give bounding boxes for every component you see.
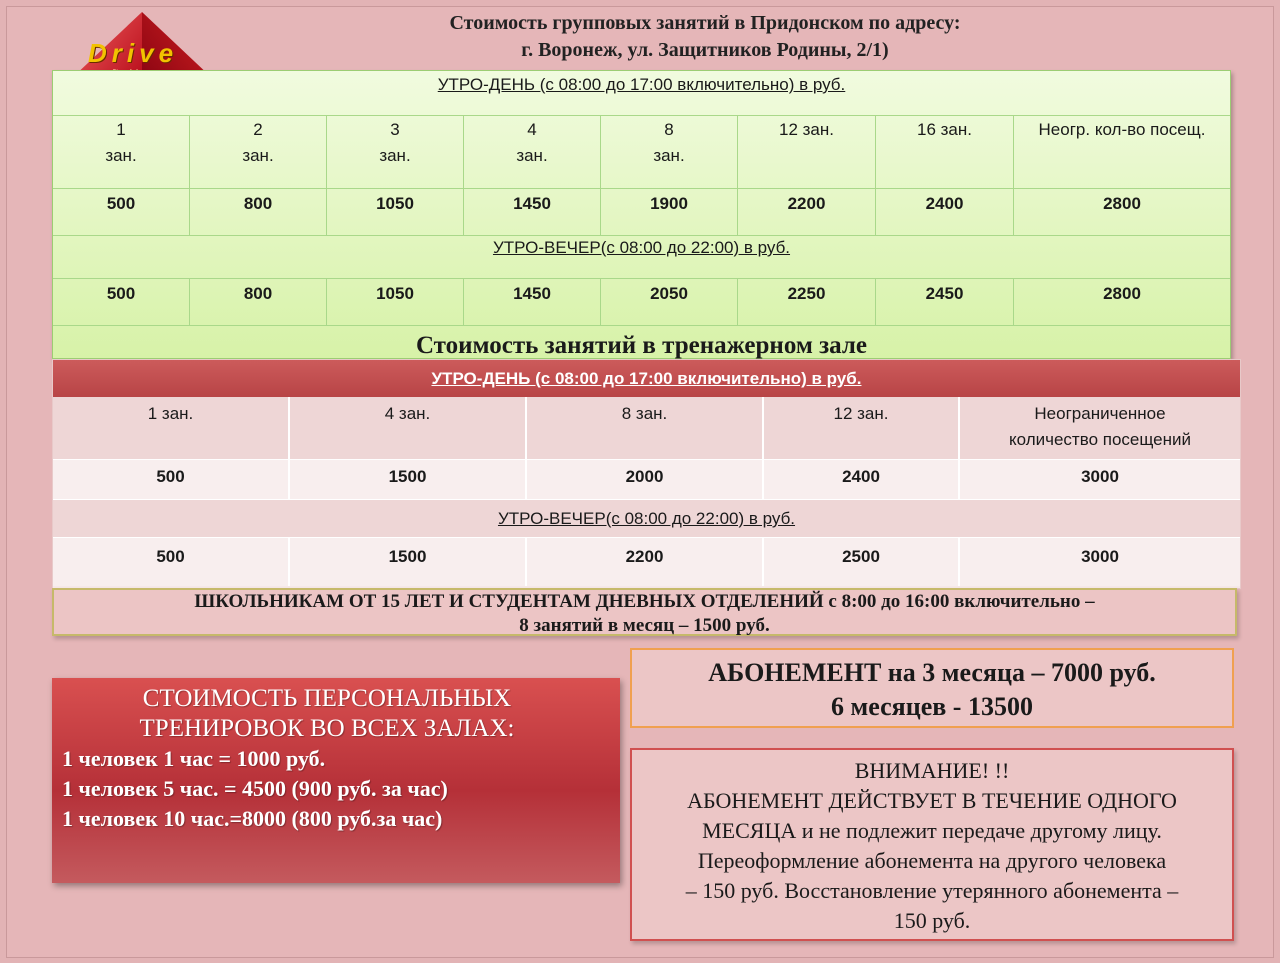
personal-price-line: 1 человек 10 час.=8000 (800 руб.за час) xyxy=(62,806,443,831)
column-unit: зан. xyxy=(379,146,411,165)
column-label: 8 xyxy=(664,120,674,139)
gym-header-row xyxy=(53,397,1240,460)
group-day-prices-row xyxy=(53,189,1230,236)
personal-title-1: СТОИМОСТЬ ПЕРСОНАЛЬНЫХ xyxy=(142,685,512,712)
gym-price-cell: 2500 xyxy=(764,538,960,586)
group-price-cell: 2200 xyxy=(738,189,876,235)
gym-price-cell: 1500 xyxy=(290,538,527,586)
logo-text: Drive xyxy=(88,38,179,68)
gym-price-cell: 2400 xyxy=(764,460,960,499)
group-column-header xyxy=(738,116,876,188)
group-column-header xyxy=(53,116,190,188)
group-header-row xyxy=(53,116,1230,189)
gym-title: Стоимость занятий в тренажерном зале xyxy=(415,332,868,359)
group-price-cell: 2800 xyxy=(1103,284,1141,303)
column-unit: зан. xyxy=(653,146,685,165)
gym-price-cell: 500 xyxy=(53,460,290,499)
group-column-header xyxy=(190,116,327,188)
group-price-cell: 2050 xyxy=(601,279,738,325)
gym-section-evening: УТРО-ВЕЧЕР(с 08:00 до 22:00) в руб. xyxy=(53,500,1240,538)
column-label: 3 xyxy=(390,120,400,139)
subscription-offer xyxy=(630,648,1234,728)
group-evening-prices-row xyxy=(53,279,1230,326)
gym-price-cell: 2200 xyxy=(527,538,764,586)
attention-line: – 150 руб. Восстановление утерянного абонемента – xyxy=(685,878,1179,903)
column-label: 2 xyxy=(253,120,263,139)
column-label: 4 зан. xyxy=(384,404,431,423)
gym-price-cell: 500 xyxy=(53,538,290,586)
group-price-cell: 1050 xyxy=(327,189,464,235)
students-offer xyxy=(52,588,1237,636)
group-column-header xyxy=(601,116,738,188)
gym-section-day: УТРО-ДЕНЬ (с 08:00 до 17:00 включительно) в руб. xyxy=(53,360,1240,397)
column-unit: зан. xyxy=(105,146,137,165)
column-label: Неогр. кол-во посещ. xyxy=(1038,120,1206,139)
attention-notice xyxy=(630,748,1234,941)
gym-price-cell: 1500 xyxy=(290,460,527,499)
group-price-cell: 800 xyxy=(190,189,327,235)
students-line-1: ШКОЛЬНИКАМ ОТ 15 ЛЕТ И СТУДЕНТАМ ДНЕВНЫХ ОТДЕЛЕНИЙ с 8:00 до 16:00 включительно – xyxy=(194,591,1095,612)
column-label: 12 зан. xyxy=(833,404,889,423)
column-unit: зан. xyxy=(242,146,274,165)
attention-line: Переоформление абонемента на другого человека xyxy=(697,848,1167,873)
group-column-header xyxy=(876,116,1014,188)
group-price-cell: 2450 xyxy=(876,279,1014,325)
gym-column-header xyxy=(53,397,290,459)
group-price-cell: 1450 xyxy=(464,279,601,325)
gym-column-header xyxy=(960,397,1240,459)
group-price-cell: 1900 xyxy=(601,189,738,235)
column-label: 1 xyxy=(116,120,126,139)
subscription-line-2: 6 месяцев - 13500 xyxy=(831,692,1033,721)
gym-price-cell: 2000 xyxy=(527,460,764,499)
gym-column-header xyxy=(764,397,960,459)
gym-column-header xyxy=(527,397,764,459)
personal-training-box xyxy=(52,678,620,883)
students-line-2: 8 занятий в месяц – 1500 руб. xyxy=(519,615,770,636)
personal-price-line: 1 человек 5 час. = 4500 (900 руб. за час) xyxy=(62,776,448,801)
group-section-day: УТРО-ДЕНЬ (с 08:00 до 17:00 включительно) в руб. xyxy=(53,71,1230,116)
personal-price-line: 1 человек 1 час = 1000 руб. xyxy=(62,746,326,771)
column-label: 16 зан. xyxy=(917,120,972,139)
gym-evening-prices-row xyxy=(53,538,1240,586)
group-price-cell: 1450 xyxy=(464,189,601,235)
group-price-cell: 800 xyxy=(190,279,327,325)
column-unit: зан. xyxy=(516,146,548,165)
column-label: 1 зан. xyxy=(147,404,194,423)
page-title xyxy=(300,10,1110,64)
group-column-header xyxy=(464,116,601,188)
group-price-table xyxy=(52,70,1231,359)
title-line-1: Стоимость групповых занятий в Придонском по адресу: xyxy=(449,12,961,34)
attention-line: 150 руб. xyxy=(893,908,971,933)
group-price-cell: 2800 xyxy=(1103,194,1141,213)
column-label: 12 зан. xyxy=(779,120,834,139)
column-label: 8 зан. xyxy=(621,404,668,423)
subscription-line-1: АБОНЕМЕНТ на 3 месяца – 7000 руб. xyxy=(708,658,1156,687)
group-price-cell: 500 xyxy=(53,279,190,325)
group-section-evening: УТРО-ВЕЧЕР(с 08:00 до 22:00) в руб. xyxy=(53,236,1230,279)
attention-line: ВНИМАНИЕ! !! xyxy=(854,758,1010,783)
attention-line: АБОНЕМЕНТ ДЕЙСТВУЕТ В ТЕЧЕНИЕ ОДНОГО xyxy=(687,788,1177,813)
group-price-cell: 500 xyxy=(53,189,190,235)
column-unit: количество посещений xyxy=(1009,430,1191,449)
group-price-cell: 1050 xyxy=(327,279,464,325)
attention-line: МЕСЯЦА и не подлежит передаче другому лицу. xyxy=(702,818,1162,843)
column-label: Неограниченное xyxy=(1034,404,1166,423)
personal-title-2: ТРЕНИРОВОК ВО ВСЕХ ЗАЛАХ: xyxy=(139,715,515,742)
column-label: 4 xyxy=(527,120,537,139)
gym-column-header xyxy=(290,397,527,459)
gym-price-table xyxy=(52,359,1241,589)
group-price-cell: 2250 xyxy=(738,279,876,325)
group-column-header xyxy=(1014,116,1230,188)
gym-price-cell: 3000 xyxy=(1081,547,1119,566)
gym-price-cell: 3000 xyxy=(1081,467,1119,486)
title-line-2: г. Воронеж, ул. Защитников Родины, 2/1) xyxy=(521,39,889,61)
gym-day-prices-row xyxy=(53,460,1240,500)
group-column-header xyxy=(327,116,464,188)
group-price-cell: 2400 xyxy=(876,189,1014,235)
